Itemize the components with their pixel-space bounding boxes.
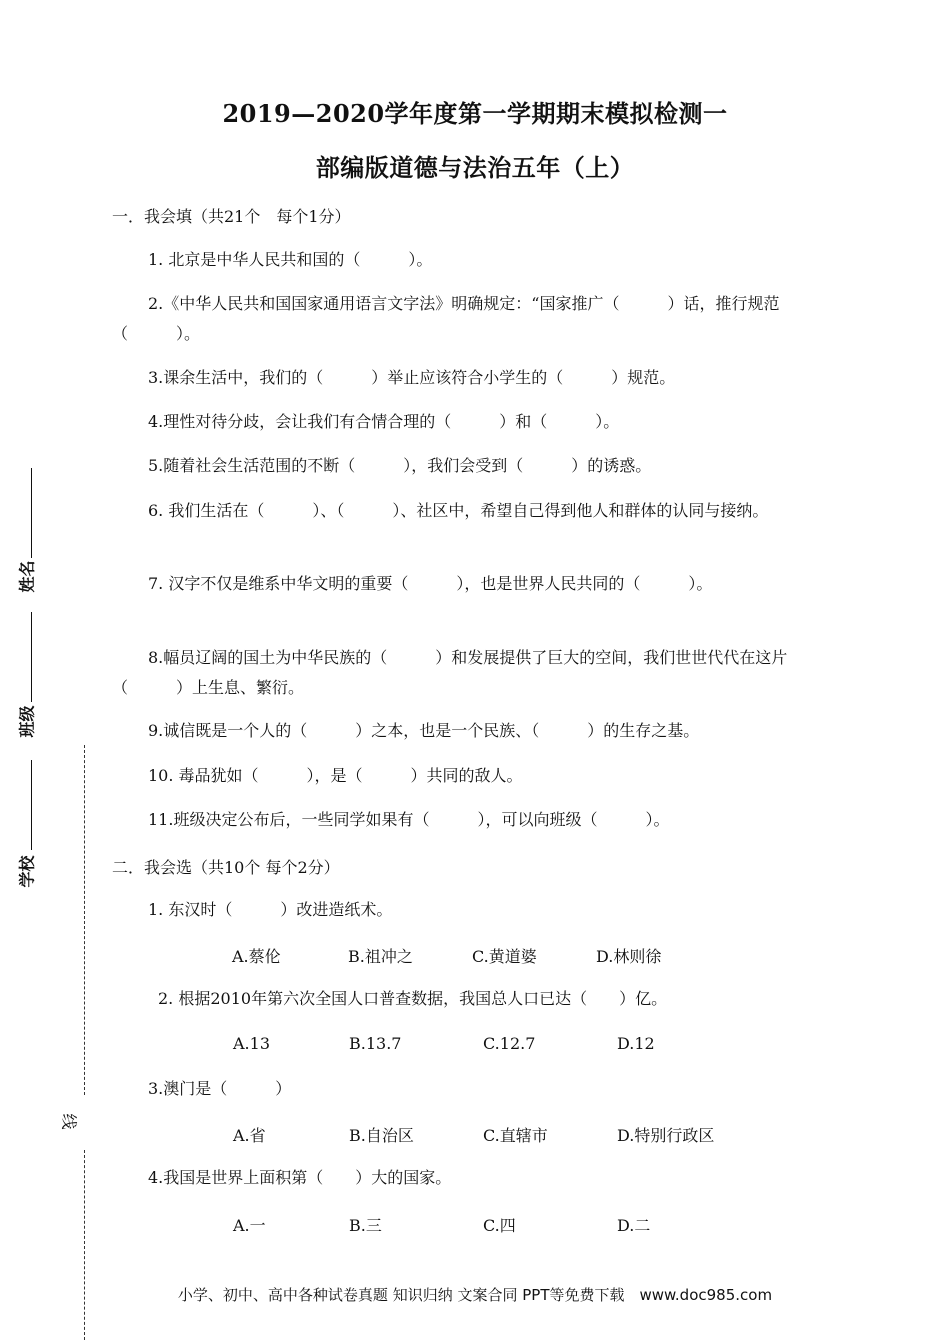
choice-question-4: 4.我国是世界上面积第（ ）大的国家。 [148, 1168, 452, 1187]
option-b: B.自治区 [349, 1126, 414, 1145]
section-heading-choice: 二．我会选（共10个 每个2分） [112, 858, 340, 877]
fill-question-3: 3.课余生活中，我们的（ ）举止应该符合小学生的（ ）规范。 [148, 368, 676, 387]
fill-question-8: 8.幅员辽阔的国土为中华民族的（ ）和发展提供了巨大的空间，我们世世代代在这片（ ）上生息、繁衍。 [112, 648, 788, 697]
choice-question-1: 1. 东汉时（ ）改进造纸术。 [148, 900, 393, 919]
choice-options-4 [0, 1213, 950, 1239]
choice-options-2 [0, 1034, 950, 1060]
exam-title: 2019—2020学年度第一学期期末模拟检测一 [222, 99, 728, 128]
option-c: C.黄道婆 [472, 947, 537, 966]
binding-line-upper [84, 745, 85, 1095]
choice-options-3 [0, 1123, 950, 1149]
option-c: C.四 [483, 1216, 516, 1235]
fill-question-10: 10. 毒品犹如（ ），是（ ）共同的敌人。 [148, 766, 523, 785]
name-underline [31, 468, 32, 558]
fill-question-6: 6. 我们生活在（ ）、（ ）、社区中，希望自己得到他人和群体的认同与接纳。 [148, 501, 769, 520]
binding-line-lower [84, 1150, 85, 1340]
name-label: 姓名 [17, 560, 37, 593]
option-b: B.13.7 [349, 1034, 402, 1053]
exam-subtitle: 部编版道德与法治五年（上） [315, 153, 635, 182]
option-a: A.一 [233, 1216, 266, 1235]
option-b: B.祖冲之 [348, 947, 413, 966]
option-c: C.直辖市 [483, 1126, 548, 1145]
option-d: D.二 [617, 1216, 651, 1235]
class-underline [31, 612, 32, 702]
choice-question-3: 3.澳门是（ ） [148, 1079, 292, 1098]
section-heading-fill: 一．我会填（共21个 每个1分） [112, 207, 351, 226]
binding-line-label: 线 [59, 1113, 79, 1130]
fill-question-5: 5.随着社会生活范围的不断（ ），我们会受到（ ）的诱惑。 [148, 456, 652, 475]
choice-options-1 [0, 944, 950, 970]
fill-question-2: 2.《中华人民共和国国家通用语言文字法》明确规定：“国家推广（ ）话，推行规范（ ）。 [112, 294, 780, 343]
fill-question-4: 4.理性对待分歧，会让我们有合情合理的（ ）和（ ）。 [148, 412, 620, 431]
option-b: B.三 [349, 1216, 382, 1235]
choice-question-2: 2. 根据2010年第六次全国人口普查数据，我国总人口已达（ ）亿。 [158, 989, 668, 1008]
option-a: A.蔡伦 [232, 947, 281, 966]
school-underline [31, 760, 32, 850]
option-c: C.12.7 [483, 1034, 536, 1053]
option-a: A.13 [233, 1034, 270, 1053]
option-d: D.12 [617, 1034, 655, 1053]
school-label: 学校 [17, 855, 37, 888]
class-label: 班级 [17, 705, 37, 738]
footer-ad: 小学、初中、高中各种试卷真题 知识归纳 文案合同 PPT等免费下载 www.doc985.com [177, 1286, 773, 1304]
option-a: A.省 [233, 1126, 266, 1145]
option-d: D.林则徐 [596, 947, 662, 966]
fill-question-11: 11.班级决定公布后，一些同学如果有（ ），可以向班级（ ）。 [148, 810, 670, 829]
fill-question-9: 9.诚信既是一个人的（ ）之本，也是一个民族、（ ）的生存之基。 [148, 721, 700, 740]
fill-question-7: 7. 汉字不仅是维系中华文明的重要（ ），也是世界人民共同的（ ）。 [148, 574, 713, 593]
fill-question-1: 1. 北京是中华人民共和国的（ ）。 [148, 250, 433, 269]
option-d: D.特别行政区 [617, 1126, 715, 1145]
